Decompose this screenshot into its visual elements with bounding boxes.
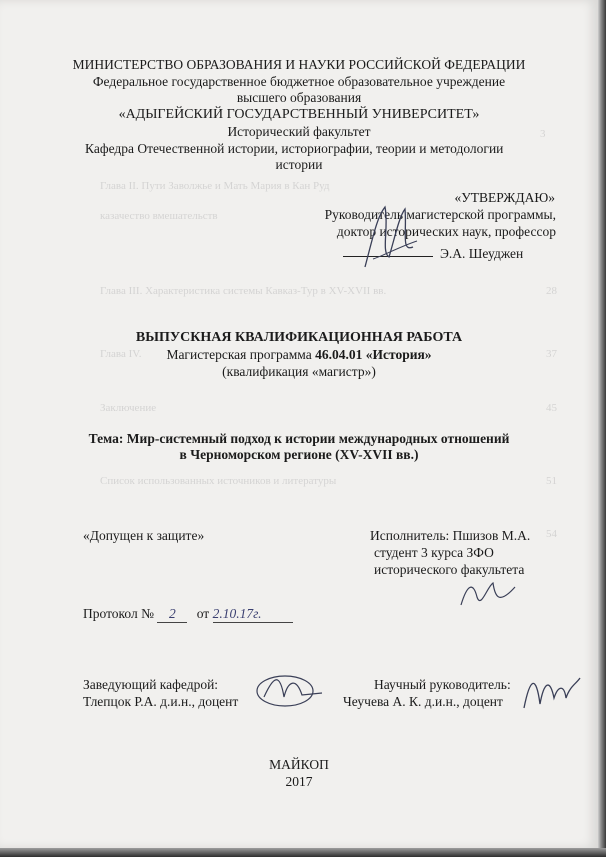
page-edge-right [598,0,606,857]
advisor-signature [520,668,586,716]
show-through-text: 54 [546,528,557,540]
show-through-text: Глава III. Характеристика системы Кавказ-Тур в XV-XVII вв. [100,285,387,297]
department-line-2: истории [275,157,323,172]
show-through-text: Заключение [100,402,157,414]
topic-text-1: Мир-системный подход к истории международных отношений [126,431,510,446]
institution-line-2: высшего образования [236,90,362,105]
show-through-text: 3 [540,128,546,140]
show-through-text: 37 [546,348,557,360]
topic-line-2: в Черноморском регионе (XV-XVII вв.) [179,447,419,462]
city: МАЙКОП [269,757,329,772]
protocol-from: от [196,606,210,621]
program-line [0,347,598,363]
head-name: Тлепцок Р.А. д.и.н., доцент [83,694,239,709]
program-prefix: Магистерская программа [166,347,312,362]
protocol-date: 2.10.17г. [213,606,293,623]
university-name: «АДЫГЕЙСКИЙ ГОСУДАРСТВЕННЫЙ УНИВЕРСИТЕТ» [118,107,480,122]
approval-role-line-1: Руководитель магистерской программы, [324,207,556,222]
approval-role-line-2: доктор исторических наук, профессор [336,224,556,239]
qualification: (квалификация «магистр») [222,364,376,379]
protocol-prefix: Протокол № [83,606,154,621]
thesis-type: ВЫПУСКНАЯ КВАЛИФИКАЦИОННАЯ РАБОТА [135,330,463,345]
show-through-text: 45 [546,402,557,414]
faculty-name: Исторический факультет [227,124,371,139]
approval-name: Э.А. Шеуджен [440,246,524,261]
show-through-text: 51 [546,475,557,487]
admitted-label: «Допущен к защите» [83,528,205,543]
advisor-name: Чеучева А. К. д.и.н., доцент [343,694,503,709]
approval-title: «УТВЕРЖДАЮ» [454,190,555,205]
executor-line-2: студент 3 курса ЗФО [374,545,494,560]
year: 2017 [285,774,313,789]
show-through-text: Глава IV. [100,348,142,360]
protocol-number: 2 [157,606,187,623]
program-code: 46.04.01 «История» [315,347,432,362]
approval-signature [355,197,425,277]
executor-line-1: Исполнитель: Пшизов М.А. [370,528,531,543]
advisor-title: Научный руководитель: [374,677,511,692]
topic-line-1 [0,431,598,447]
executor-signature [455,575,525,615]
show-through-text: Глава II. Пути Заволжье и Мать Мария в Кан Руд [100,180,330,192]
head-signature [250,667,330,715]
page-edge-bottom [0,848,606,857]
institution-line-1: Федеральное государственное бюджетное образовательное учреждение [92,74,506,89]
show-through-text: казачество вмешательств [100,210,218,222]
ministry-line: МИНИСТЕРСТВО ОБРАЗОВАНИЯ И НАУКИ РОССИЙСКОЙ ФЕДЕРАЦИИ [72,57,526,72]
show-through-text: 28 [546,285,557,297]
department-line-1: Кафедра Отечественной истории, историографии, теории и методологии [85,141,504,156]
executor-line-3: исторического факультета [374,562,525,577]
topic-label: Тема: [88,431,124,446]
head-title: Заведующий кафедрой: [83,677,219,692]
show-through-text: Список использованных источников и литературы [100,475,337,487]
protocol-line [83,606,293,623]
